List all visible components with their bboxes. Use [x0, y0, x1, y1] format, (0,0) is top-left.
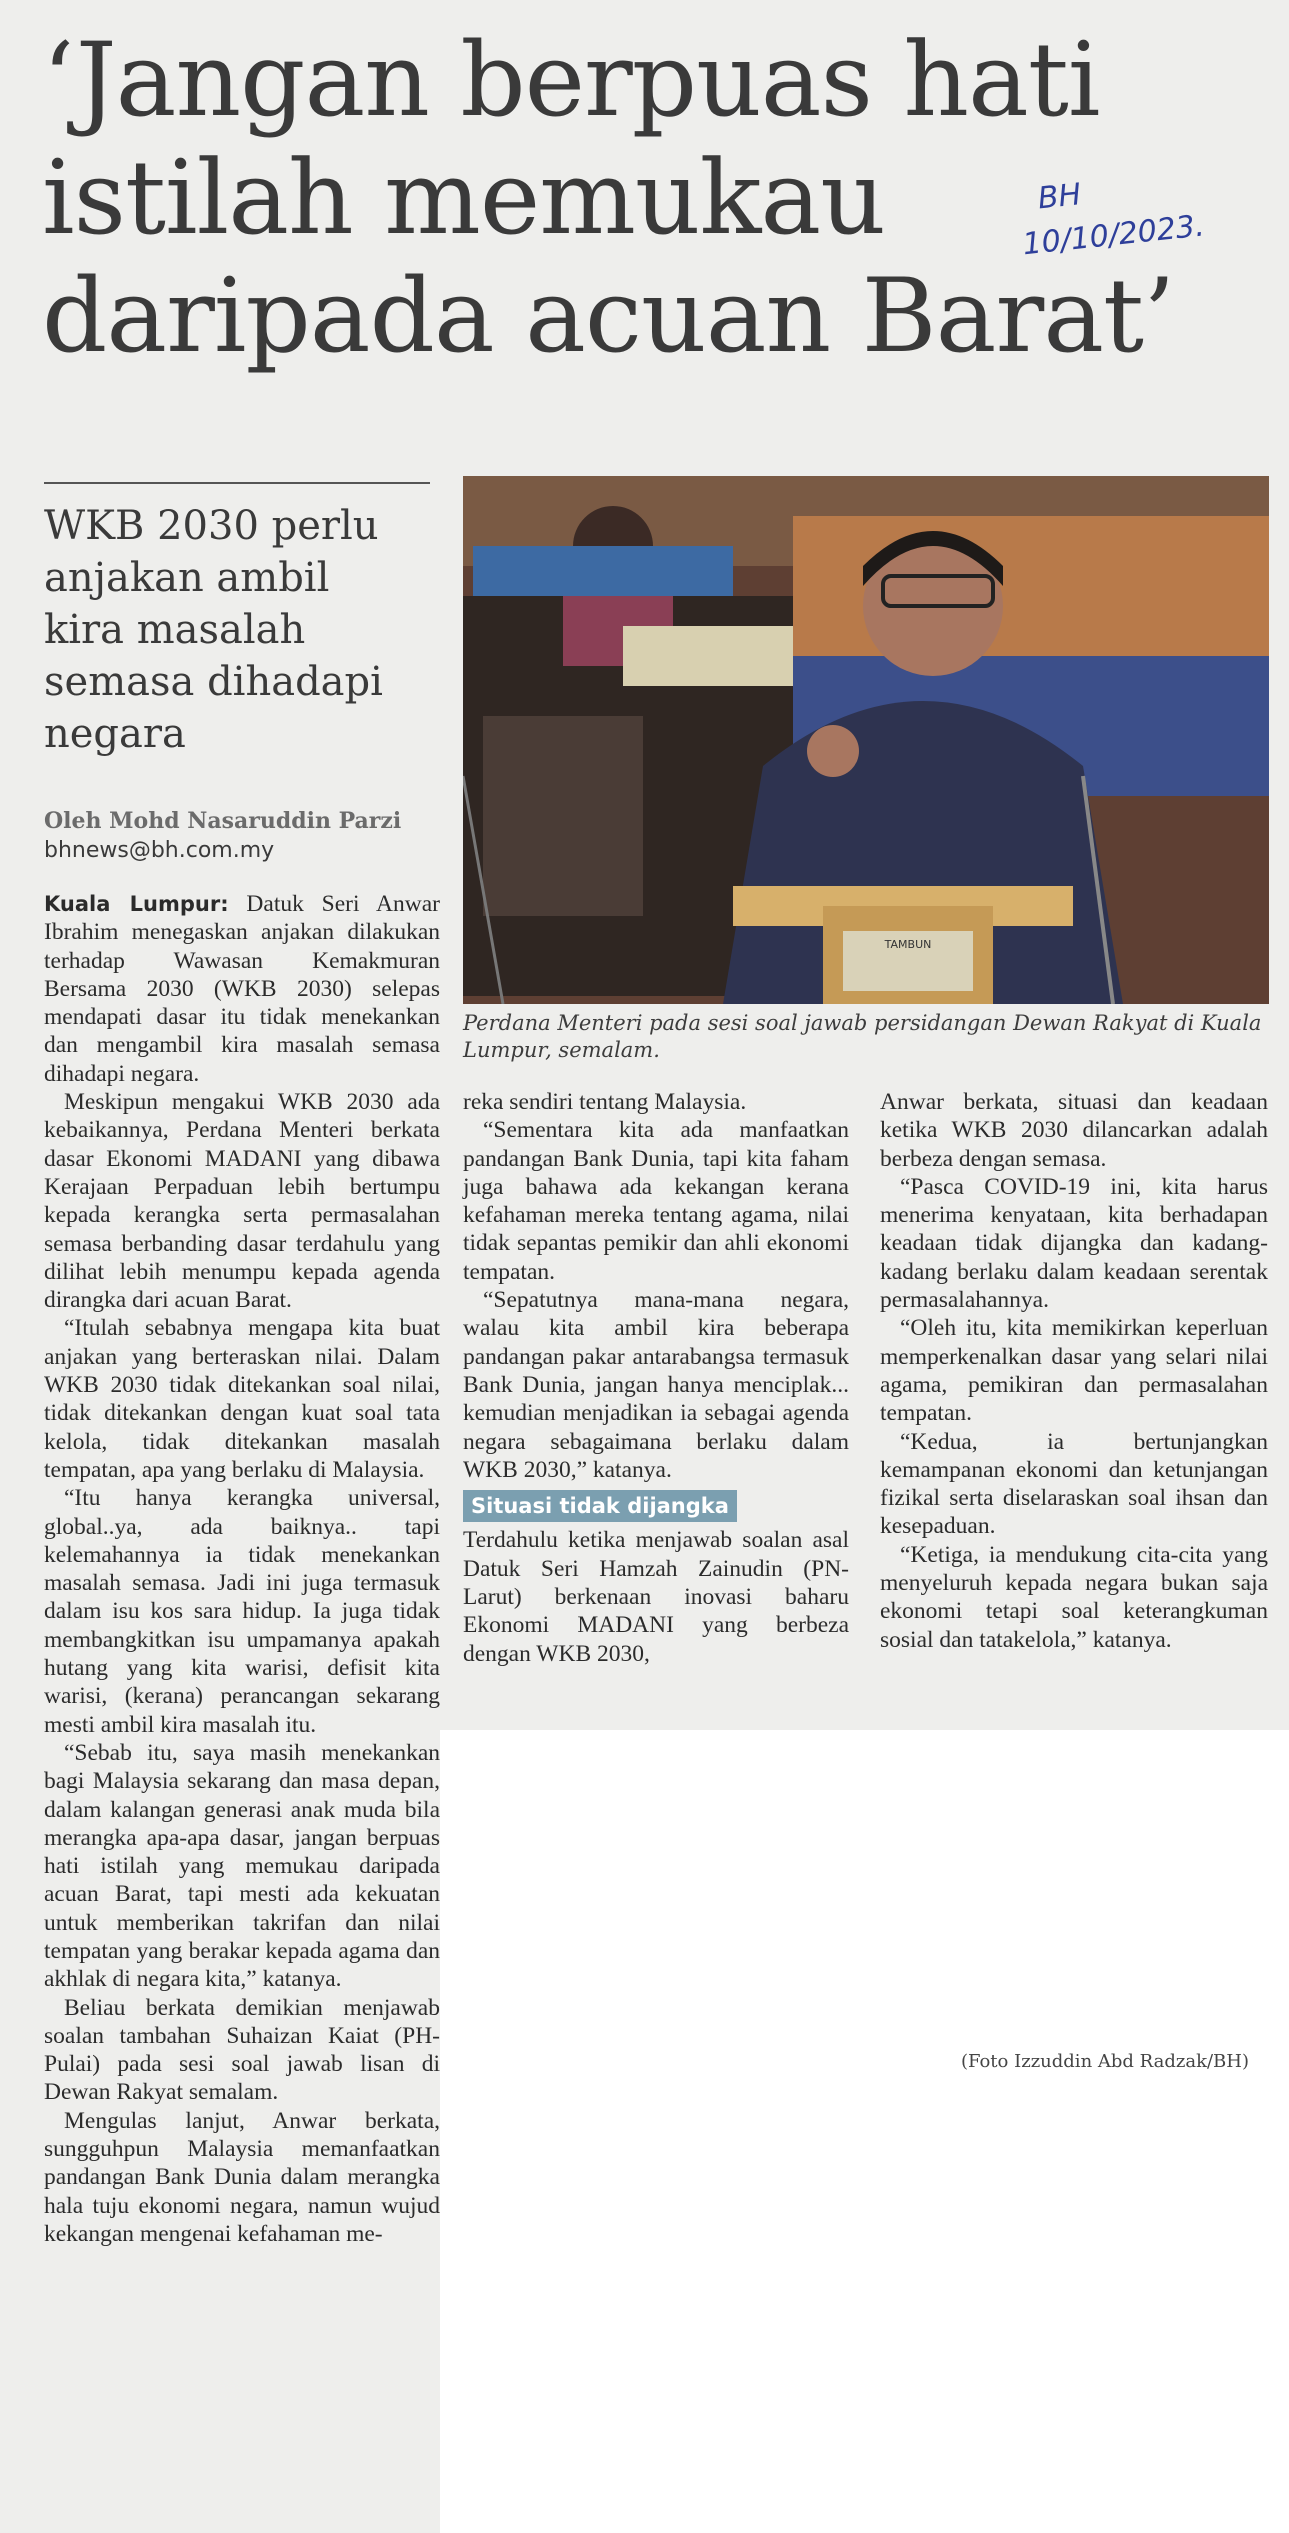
photo-sign-text: TAMBUN — [884, 938, 932, 951]
paragraph: “Kedua, ia bertunjangkan kemampanan ekonomi dan ketunjangan fizikal serta diselaraskan soal ihsan dan kesepaduan. — [880, 1428, 1268, 1540]
section-heading: Situasi tidak dijangka — [463, 1490, 737, 1522]
paragraph: “Sementara kita ada manfaatkan pandangan Bank Dunia, tapi kita faham juga bahawa ada kekangan kerana kefahaman mereka tentang agama, nilai tidak sepantas pemikir dan ahli ekonomi tempatan. — [463, 1117, 849, 1285]
headline-line-1: ‘Jangan berpuas hati — [42, 21, 1100, 140]
article-column-3 — [880, 1088, 1268, 1654]
author-email: bhnews@bh.com.my — [44, 838, 275, 863]
paragraph — [44, 890, 440, 1088]
paragraph: reka sendiri tentang Malaysia. — [463, 1089, 747, 1115]
article-column-1 — [44, 890, 440, 2248]
paragraph: “Itulah sebabnya mengapa kita buat anjakan yang berteraskan nilai. Dalam WKB 2030 tidak ditekankan soal nilai, tidak ditekankan dengan kuat soal tata kelola, tidak ditekankan masalah tempatan, apa yang berlaku di Malaysia. — [44, 1315, 440, 1483]
photo-credit: (Foto Izzuddin Abd Radzak/BH) — [960, 2051, 1249, 2072]
paragraph: “Itu hanya kerangka universal, global..ya, ada baiknya.. tapi kelemahannya ia tidak menekankan masalah semasa. Jadi ini juga termasuk dalam isu kos sara hidup. Ia juga tidak membangkitkan isu umpamanya apakah hutang yang kita warisi, defisit kita warisi, (kerana) perancangan sekarang mesti ambil kira masalah itu. — [44, 1485, 440, 1738]
paragraph: Beliau berkata demikian menjawab soalan tambahan Suhaizan Kaiat (PH-Pulai) pada sesi soal jawab lisan di Dewan Rakyat semalam. — [44, 1994, 440, 2106]
photo-caption-text: Perdana Menteri pada sesi soal jawab persidangan Dewan Rakyat di Kuala Lumpur, semalam. — [463, 1011, 1262, 1062]
paragraph: Anwar berkata, situasi dan keadaan ketika WKB 2030 dilancarkan adalah berbeza dengan semasa. — [880, 1089, 1268, 1172]
byline: Oleh Mohd Nasaruddin Parzi — [44, 808, 402, 834]
subheadline: WKB 2030 perlu anjakan ambil kira masalah semasa dihadapi negara — [44, 503, 383, 757]
paragraph: “Sebab itu, saya masih menekankan bagi Malaysia sekarang dan masa depan, dalam kalangan generasi anak muda bila merangka apa-apa dasar, jangan berpuas hati istilah yang memukau daripada acuan Barat, tapi mesti ada kekuatan untuk memberikan takrifan dan nilai tempatan yang berakar kepada agama dan akhlak di negara kita,” katanya. — [44, 1739, 440, 1993]
paragraph-text: Datuk Seri Anwar Ibrahim menegaskan anjakan dilakukan terhadap Wawasan Kemakmuran Bersama 2030 (WKB 2030) selepas mendapati dasar itu tidak menekankan dan mengambil kira masalah semasa dihadapi negara. — [44, 891, 441, 1087]
paragraph: “Oleh itu, kita memikirkan keperluan memperkenalkan dasar yang selari nilai agama, pemikiran dan permasalahan tempatan. — [880, 1315, 1268, 1427]
paragraph: Mengulas lanjut, Anwar berkata, sungguhpun Malaysia memanfaatkan pandangan Bank Dunia dalam merangka hala tuju ekonomi negara, namun wujud kekangan mengenai kefahaman me- — [44, 2107, 440, 2247]
paragraph: “Sepatutnya mana-mana negara, walau kita ambil kira beberapa pandangan pakar antarabangsa termasuk Bank Dunia, jangan hanya menciplak... kemudian menjadikan ia sebagai agenda negara sebagaimana berlaku dalam WKB 2030,” katanya. — [463, 1287, 849, 1483]
paragraph: “Pasca COVID-19 ini, kita harus menerima kenyataan, kita berhadapan keadaan tidak dijangka dan kadang-kadang berlaku dalam keadaan serentak permasalahannya. — [880, 1173, 1268, 1314]
headline-line-3: daripada acuan Barat’ — [42, 257, 1175, 376]
headline-line-2: istilah memukau — [42, 139, 885, 258]
parliament-photo-illustration — [463, 476, 1269, 1004]
paragraph: Meskipun mengakui WKB 2030 ada kebaikannya, Perdana Menteri berkata dasar Ekonomi MADANI yang dibawa Kerajaan Perpaduan lebih bertumpu kepada kerangka serta permasalahan semasa berbanding dasar terdahulu yang dilihat lebih menumpu kepada agenda dirangka dari acuan Barat. — [44, 1089, 440, 1314]
article-column-2 — [463, 1088, 849, 1668]
handwritten-date: 10/10/2023. — [1020, 208, 1207, 263]
article-photo — [463, 476, 1269, 1004]
paragraph: Terdahulu ketika menjawab soalan asal Datuk Seri Hamzah Zainudin (PN-Larut) berkenaan inovasi baharu Ekonomi MADANI yang berbeza dengan WKB 2030, — [463, 1527, 849, 1667]
dateline: Kuala Lumpur: — [44, 892, 229, 916]
paragraph: “Ketiga, ia mendukung cita-cita yang menyeluruh kepada negara bukan saja ekonomi tetapi soal keterangkuman sosial dan tatakelola,” katanya. — [880, 1541, 1268, 1653]
subhead-top-rule — [44, 482, 430, 484]
handwritten-source: BH — [1036, 177, 1083, 217]
